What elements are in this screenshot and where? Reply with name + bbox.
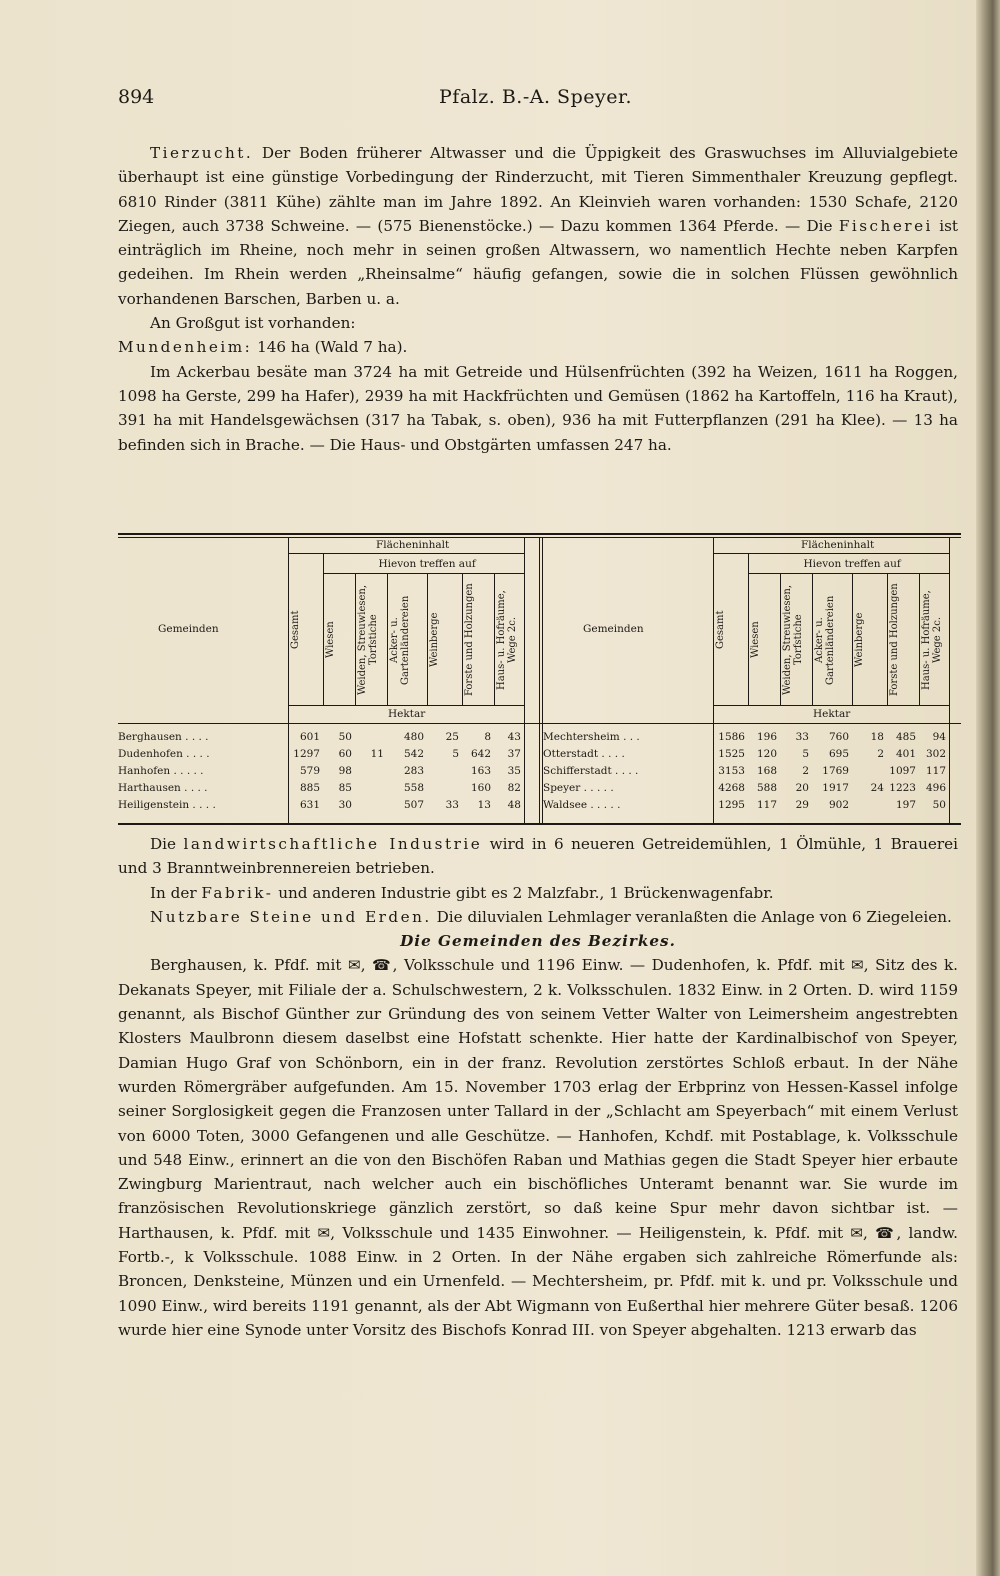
table-cell-value: 902 [828, 799, 849, 811]
table-cell-value: 117 [925, 765, 946, 777]
table-row-name: Harthausen . . . . [118, 782, 208, 794]
table-cell-value: 33 [445, 799, 459, 811]
lead-term: Mundenheim: [118, 338, 253, 357]
table-header-gemeinden: Gemeinden [583, 623, 644, 635]
table-col-header: Acker- u. Gartenländereien [814, 595, 836, 685]
table-cell-value: 43 [507, 731, 521, 743]
table-row-name: Schifferstadt . . . . [543, 765, 639, 777]
running-title: Pfalz. B.-A. Speyer. [439, 86, 632, 108]
lead-term: Nutzbare Steine und Erden. [150, 907, 432, 926]
table-cell-value: 168 [756, 765, 777, 777]
table-cell-value: 1297 [293, 748, 320, 760]
table-rule-top [118, 533, 961, 535]
table-rule-unit [288, 705, 524, 706]
table-cell-value: 760 [828, 731, 849, 743]
lead-term: Fischerei [838, 216, 933, 235]
paragraph-text: Der Boden früherer Altwasser und die Üppigkeit des Graswuchses im Alluvialgebiete überhaupt ist eine günstige Vorbedingung der Rinderzucht, mit Tieren Simmenthaler Kreuzung gepflegt. 6810 Rinder (3811 Kühe) zählte man im Jahre 1892. An Kleinvieh waren vorhanden: 1530 Schafe, 2120 Ziegen, auch 3738 Schweine. — (575 Bienenstöcke.) — Dazu kommen 1364 Pferde. — Die [118, 144, 958, 235]
paragraph-industrie [118, 832, 958, 881]
table-vline [524, 537, 525, 823]
table-row-name: Heiligenstein . . . . [118, 799, 216, 811]
table-cell-value: 18 [870, 731, 884, 743]
table-cell-value: 8 [484, 731, 491, 743]
table-vline [462, 573, 463, 705]
table-vline [494, 573, 495, 705]
table-vline [323, 553, 324, 705]
table-cell-value: 197 [895, 799, 916, 811]
table-col-header: Weinberge [854, 612, 865, 668]
table-col-header: Haus- u. Hofräume, Wege 2c. [921, 590, 943, 690]
paragraph-steine [118, 905, 958, 929]
table-cell-value: 1917 [822, 782, 849, 794]
paragraph-text: wird in 6 neueren Getreidemühlen, 1 Ölmühle, 1 Brauerei und 3 Branntweinbrennereien betrieben. [118, 835, 958, 878]
paragraph-text: Die [150, 835, 184, 853]
table-row-name: Mechtersheim . . . [543, 731, 640, 743]
table-col-header: Acker- u. Gartenländereien [389, 595, 411, 685]
paragraph-text: 146 ha (Wald 7 ha). [252, 338, 408, 357]
table-cell-value: 5 [802, 748, 809, 760]
table-cell-value: 1295 [718, 799, 745, 811]
paragraph-text: ist einträglich im Rheine, noch mehr in seinen großen Altwassern, wo namentlich Hechte neben Karpfen gedeihen. Im Rhein werden „Rheinsalme“ häufig gefangen, sowie die in solchen Flüssen gewöhnlich vorhandenen Barschen, Barben u. a. [118, 216, 958, 308]
table-cell-value: 4268 [718, 782, 745, 794]
paragraph-tierzucht [118, 141, 958, 311]
paragraph-mundenheim [118, 335, 958, 359]
table-group-flaeche: Flächeninhalt [376, 539, 450, 551]
table-cell-value: 25 [445, 731, 459, 743]
table-cell-value: 588 [756, 782, 777, 794]
table-vline [427, 573, 428, 705]
table-col-header: Wiesen [325, 621, 336, 659]
lead-term: Fabrik- [201, 883, 274, 902]
table-header-gemeinden: Gemeinden [158, 623, 219, 635]
table-unit-hektar: Hektar [813, 708, 851, 720]
lead-term: landwirtschaftliche Industrie [183, 835, 483, 853]
table-cell-value: 579 [299, 765, 320, 777]
table-vline [812, 573, 813, 705]
table-cell-value: 1769 [822, 765, 849, 777]
table-group-flaeche: Flächeninhalt [801, 539, 875, 551]
table-group-hievon: Hievon treffen auf [803, 558, 901, 570]
page-number: 894 [118, 86, 155, 108]
paragraph-ackerbau: Im Ackerbau besäte man 3724 ha mit Getreide und Hülsenfrüchten (392 ha Weizen, 1611 ha Roggen, 1098 ha Gerste, 299 ha Hafer), 2939 ha mit Hackfrüchten und Gemüsen (1862 ha Kartoffeln, 116 ha Kraut), 391 ha mit Handelsgewächsen (317 ha Tabak, s. oben), 936 ha mit Futterpflanzen (291 ha Klee). — 13 ha befinden sich in Brache. — Die Haus- und Obstgärten umfassen 247 ha. [118, 362, 958, 454]
table-vline-mid [539, 537, 540, 823]
table-cell-value: 485 [895, 731, 916, 743]
table-cell-value: 496 [925, 782, 946, 794]
table-cell-value: 30 [338, 799, 352, 811]
table-cell-value: 117 [756, 799, 777, 811]
table-group-hievon: Hievon treffen auf [378, 558, 476, 570]
intro-text [118, 141, 958, 457]
table-row-name: Otterstadt . . . . [543, 748, 625, 760]
table-row-name: Hanhofen . . . . . [118, 765, 204, 777]
table-cell-value: 401 [895, 748, 916, 760]
table-cell-value: 196 [756, 731, 777, 743]
table-vline [713, 537, 714, 823]
paragraph-text: Die diluvialen Lehmlager veranlaßten die Anlage von 6 Ziegeleien. [431, 907, 952, 926]
table-col-header: Weinberge [429, 612, 440, 668]
paragraph-grossgut: An Großgut ist vorhanden: [150, 314, 356, 333]
table-vline [852, 573, 853, 705]
table-cell-value: 60 [338, 748, 352, 760]
table-cell-value: 558 [403, 782, 424, 794]
table-cell-value: 37 [507, 748, 521, 760]
table-cell-value: 631 [299, 799, 320, 811]
paragraph-text: und anderen Industrie gibt es 2 Malzfabr., 1 Brückenwagenfabr. [273, 883, 774, 902]
table-cell-value: 1586 [718, 731, 745, 743]
table-cell-value: 642 [470, 748, 491, 760]
table-vline [387, 573, 388, 705]
table-cell-value: 2 [877, 748, 884, 760]
table-cell-value: 94 [932, 731, 946, 743]
table-cell-value: 120 [756, 748, 777, 760]
table-rule-bottom [118, 823, 961, 825]
table-cell-value: 480 [403, 731, 424, 743]
table-col-header: Weiden, Streuwiesen, Torfstiche [782, 584, 804, 696]
table-cell-value: 50 [932, 799, 946, 811]
table-cell-value: 13 [477, 799, 491, 811]
table-cell-value: 85 [338, 782, 352, 794]
table-cell-value: 160 [470, 782, 491, 794]
table-cell-value: 163 [470, 765, 491, 777]
table-vline [288, 537, 289, 823]
lead-term: Tierzucht. [150, 144, 254, 162]
table-cell-value: 48 [507, 799, 521, 811]
table-cell-value: 33 [795, 731, 809, 743]
paragraph-gemeinden: Berghausen, k. Pfdf. mit ✉, ☎, Volksschule und 1196 Einw. — Dudenhofen, k. Pfdf. mit ✉, Sitz des k. Dekanats Speyer, mit Filiale der a. Schulschwestern, 2 k. Volksschulen. 1832 Einw. in 2 Orten. D. wird 1159 genannt, als Bischof Günther zur Gründung des von seinem Vetter Walter von Leimersheim angestrebten Klosters Maulbronn diesem daselbst eine Hofstatt schenkte. Hier hatte der Kardinalbischof von Speyer, Damian Hugo Graf von Schönborn, ein in der franz. Revolution zerstörtes Schloß erbaut. In der Nähe wurden Römergräber aufgefunden. Am 15. November 1703 erlag der Erbprinz von Hessen-Kassel infolge seiner Sorglosigkeit gegen die Franzosen unter Tallard in der „Schlacht am Speyerbach“ mit einem Verlust von 6000 Toten, 3000 Gefangenen und alle Geschütze. — Hanhofen, Kchdf. mit Postablage, k. Volksschule und 548 Einw., erinnert an die von den Bischöfen Raban und Mathias gegen die Stadt Speyer hier erbaute Zwingburg Marientraut, nach welcher auch ein bischöfliches Unteramt benannt war. Sie wurde im französischen Revolutionskriege gänzlich zerstört, so daß keine Spur mehr davon sichtbar ist. — Harthausen, k. Pfdf. mit ✉, Volksschule und 1435 Einwohner. — Heiligenstein, k. Pfdf. mit ✉, ☎, landw. Fortb.-, k Volksschule. 1088 Einw. in 2 Orten. In der Nähe ergaben sich zahlreiche Römerfunde als: Broncen, Denksteine, Münzen und ein Urnenfeld. — Mechtersheim, pr. Pfdf. mit k. und pr. Volksschule und 1090 Einw., wird bereits 1191 genannt, als der Abt Wigmann von Eußerthal hier mehrere Güter besaß. 1206 wurde hier eine Synode unter Vorsitz des Bischofs Konrad III. von Speyer abgehalten. 1213 erwarb das [118, 956, 958, 1339]
table-row-name: Speyer . . . . . [543, 782, 614, 794]
table-cell-value: 695 [828, 748, 849, 760]
after-table-text [118, 832, 958, 1342]
table-cell-value: 283 [403, 765, 424, 777]
table-col-header: Wiesen [750, 621, 761, 659]
table-cell-value: 601 [299, 731, 320, 743]
table-row-name: Dudenhofen . . . . [118, 748, 210, 760]
table-unit-hektar: Hektar [388, 708, 426, 720]
table-cell-value: 507 [403, 799, 424, 811]
paragraph-text: In der [150, 883, 202, 902]
page-header [118, 86, 953, 116]
table-vline [949, 537, 950, 823]
table-cell-value: 50 [338, 731, 352, 743]
table-cell-value: 542 [403, 748, 424, 760]
table-cell-value: 29 [795, 799, 809, 811]
table-cell-value: 98 [338, 765, 352, 777]
table-cell-value: 1223 [889, 782, 916, 794]
table-cell-value: 302 [925, 748, 946, 760]
table-cell-value: 1097 [889, 765, 916, 777]
table-cell-value: 82 [507, 782, 521, 794]
table-cell-value: 35 [507, 765, 521, 777]
table-cell-value: 24 [870, 782, 884, 794]
land-use-table [118, 533, 961, 825]
book-spine [976, 0, 1000, 1576]
table-vline [748, 553, 749, 705]
paragraph-fabrik [118, 881, 958, 905]
table-col-header: Forste und Holzungen [464, 583, 475, 697]
table-col-header: Gesamt [715, 610, 726, 650]
table-col-header: Haus- u. Hofräume, Wege 2c. [496, 590, 518, 690]
table-rule-unit [713, 705, 949, 706]
table-cell-value: 2 [802, 765, 809, 777]
table-vline [355, 573, 356, 705]
section-heading: Die Gemeinden des Bezirkes. [400, 932, 676, 951]
table-vline-mid [542, 537, 543, 823]
table-cell-value: 885 [299, 782, 320, 794]
table-cell-value: 3153 [718, 765, 745, 777]
table-row-name: Waldsee . . . . . [543, 799, 621, 811]
table-col-header: Forste und Holzungen [889, 583, 900, 697]
table-vline [887, 573, 888, 705]
table-col-header: Weiden, Streuwiesen, Torfstiche [357, 584, 379, 696]
table-cell-value: 20 [795, 782, 809, 794]
table-cell-value: 11 [370, 748, 384, 760]
table-col-header: Gesamt [290, 610, 301, 650]
table-vline [780, 573, 781, 705]
table-vline [919, 573, 920, 705]
table-row-name: Berghausen . . . . [118, 731, 209, 743]
table-cell-value: 5 [452, 748, 459, 760]
table-cell-value: 1525 [718, 748, 745, 760]
